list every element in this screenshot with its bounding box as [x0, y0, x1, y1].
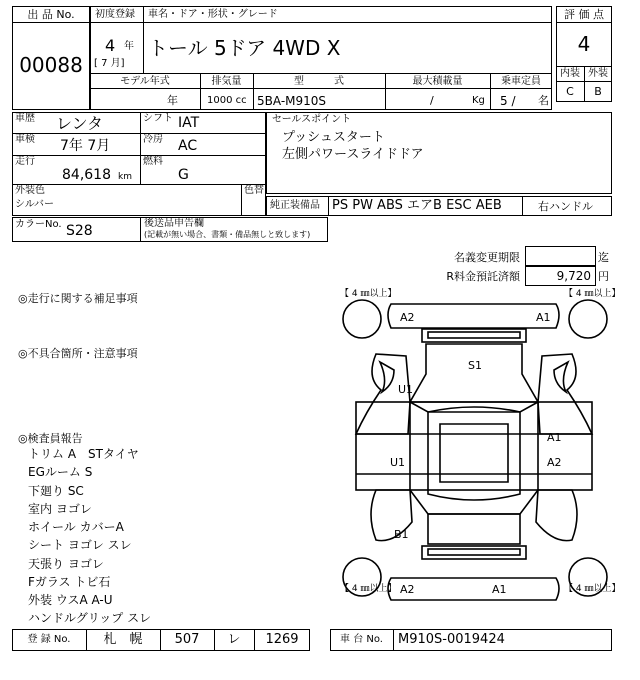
name-change-unit: 迄	[598, 251, 609, 264]
inspector-line: 下廻り SC	[28, 484, 84, 498]
equipment: PS PW ABS エアB ESC AEB	[332, 198, 502, 213]
inspection-label: 車検	[15, 134, 35, 145]
damage-mark: A2	[400, 583, 415, 596]
color-no: S28	[66, 223, 93, 239]
inspector-line: トリム A STタイヤ	[28, 447, 139, 461]
overall-score: 4	[577, 32, 591, 56]
damage-mark: A1	[547, 431, 562, 444]
tire-depth-mark: 【 4 ㎜以上】	[564, 289, 621, 299]
history: レンタ	[56, 114, 103, 133]
tire-depth-mark: 【 4 ㎜以上】	[340, 584, 397, 594]
fuel-label: 燃料	[143, 156, 163, 167]
car-name: トール 5ドア 4WD X	[148, 36, 341, 60]
ac: AC	[178, 138, 198, 154]
chassis-number: M910S-0019424	[398, 632, 505, 647]
shift-label: シフト	[143, 113, 173, 124]
registration-class: 507	[174, 632, 200, 647]
interior-grade: C	[566, 85, 574, 98]
followup-note: (記載が無い場合、書類・備品無しと致します)	[144, 230, 311, 239]
steering: 右ハンドル	[538, 200, 593, 213]
chassis-label: 車 台 No.	[340, 634, 383, 645]
damage-mark: U1	[390, 456, 406, 469]
mileage-label: 走行	[15, 156, 35, 167]
model-year-unit: 年	[167, 94, 178, 107]
registration-label: 登 録 No.	[27, 634, 71, 645]
damage-mark: B1	[394, 528, 409, 541]
inspector-line: 天張り ヨゴレ	[28, 557, 104, 571]
sales-point-label: セールスポイント	[272, 114, 352, 125]
displacement: 1000 cc	[207, 95, 247, 106]
color-label: 外装色	[15, 185, 45, 196]
damage-mark: U1	[398, 383, 414, 396]
damage-mark: A2	[547, 456, 562, 469]
type-label: 型 式	[294, 76, 344, 87]
inspector-line: Fガラス トビ石	[28, 575, 111, 589]
score-label: 評 価 点	[564, 8, 604, 21]
model-year-label: モデル年式	[120, 76, 170, 87]
cabin-shape	[356, 402, 592, 490]
max-load-unit: Kg	[472, 95, 485, 106]
recycle-amount: 9,720	[556, 269, 591, 283]
damage-mark: A2	[400, 311, 415, 324]
damage-mark: A1	[492, 583, 507, 596]
capacity: 5 /	[500, 94, 516, 108]
inspection: 7年 7月	[60, 138, 111, 154]
inspector-line: ハンドルグリップ スレ	[28, 611, 152, 625]
color-no-label: カラーNo.	[15, 219, 62, 230]
hood-shape	[410, 344, 538, 402]
recycle-label: R料金預託済額	[446, 270, 520, 283]
registration-kana: レ	[227, 632, 241, 647]
displacement-label: 排気量	[211, 76, 242, 87]
lot-number-label: 出 品 No.	[27, 8, 75, 21]
defects-title: ◎不具合箇所・注意事項	[18, 347, 138, 360]
inspector-line: 外装 ウスA A-U	[28, 593, 113, 607]
capacity-label: 乗車定員	[501, 76, 541, 87]
ac-label: 冷房	[143, 134, 163, 145]
color: シルバー	[15, 199, 55, 210]
max-load: /	[430, 94, 434, 107]
inspector-line: ホイール カバーA	[28, 520, 124, 534]
damage-mark: A1	[536, 311, 551, 324]
car-name-label: 車名・ドア・形状・グレード	[148, 9, 278, 20]
tire-depth-mark: 【 4 ㎜以上】	[564, 584, 621, 594]
interior-label: 内装	[560, 68, 580, 79]
capacity-unit: 名	[538, 94, 549, 107]
registration-number: 1269	[265, 632, 299, 647]
first-registration-label: 初度登録	[95, 9, 135, 20]
name-change-label: 名義変更期限	[454, 251, 520, 264]
driving-notes-title: ◎走行に関する補足事項	[18, 292, 138, 305]
color-change-label: 色替	[244, 185, 264, 196]
tire-front-left-icon	[343, 300, 381, 338]
followup-label: 後送品申告欄	[144, 218, 204, 229]
inspector-line: 室内 ヨゴレ	[28, 502, 92, 516]
sales-point-1: プッシュスタート	[282, 130, 385, 145]
tire-depth-mark: 【 4 ㎜以上】	[340, 289, 397, 299]
history-label: 車歴	[15, 113, 35, 124]
car-damage-diagram	[336, 284, 621, 612]
mileage: 84,618	[62, 167, 111, 183]
damage-mark: S1	[468, 359, 482, 372]
tire-front-right-icon	[569, 300, 607, 338]
fuel: G	[178, 167, 189, 183]
mileage-unit: km	[118, 172, 132, 182]
recycle-unit: 円	[598, 270, 609, 283]
max-load-label: 最大積載量	[412, 76, 463, 87]
registration-region: 札 幌	[103, 632, 143, 647]
lot-number: 00088	[19, 53, 83, 77]
inspector-line: EGルーム S	[28, 465, 93, 479]
right-side-shape	[538, 354, 592, 434]
name-change-field	[525, 246, 596, 266]
exterior-label: 外装	[588, 68, 608, 79]
sales-point-2: 左側パワースライドドア	[282, 147, 424, 162]
year-unit: 年	[124, 41, 134, 52]
first-registration-month: [ 7 月]	[94, 58, 125, 69]
first-registration-year: 4	[105, 36, 116, 55]
equipment-label: 純正装備品	[270, 200, 320, 211]
exterior-grade: B	[594, 85, 602, 98]
inspector-title: ◎検査員報告	[18, 432, 83, 445]
type-value: 5BA-M910S	[257, 94, 327, 108]
inspector-line: シート ヨゴレ スレ	[28, 538, 132, 552]
shift: IAT	[178, 115, 200, 131]
